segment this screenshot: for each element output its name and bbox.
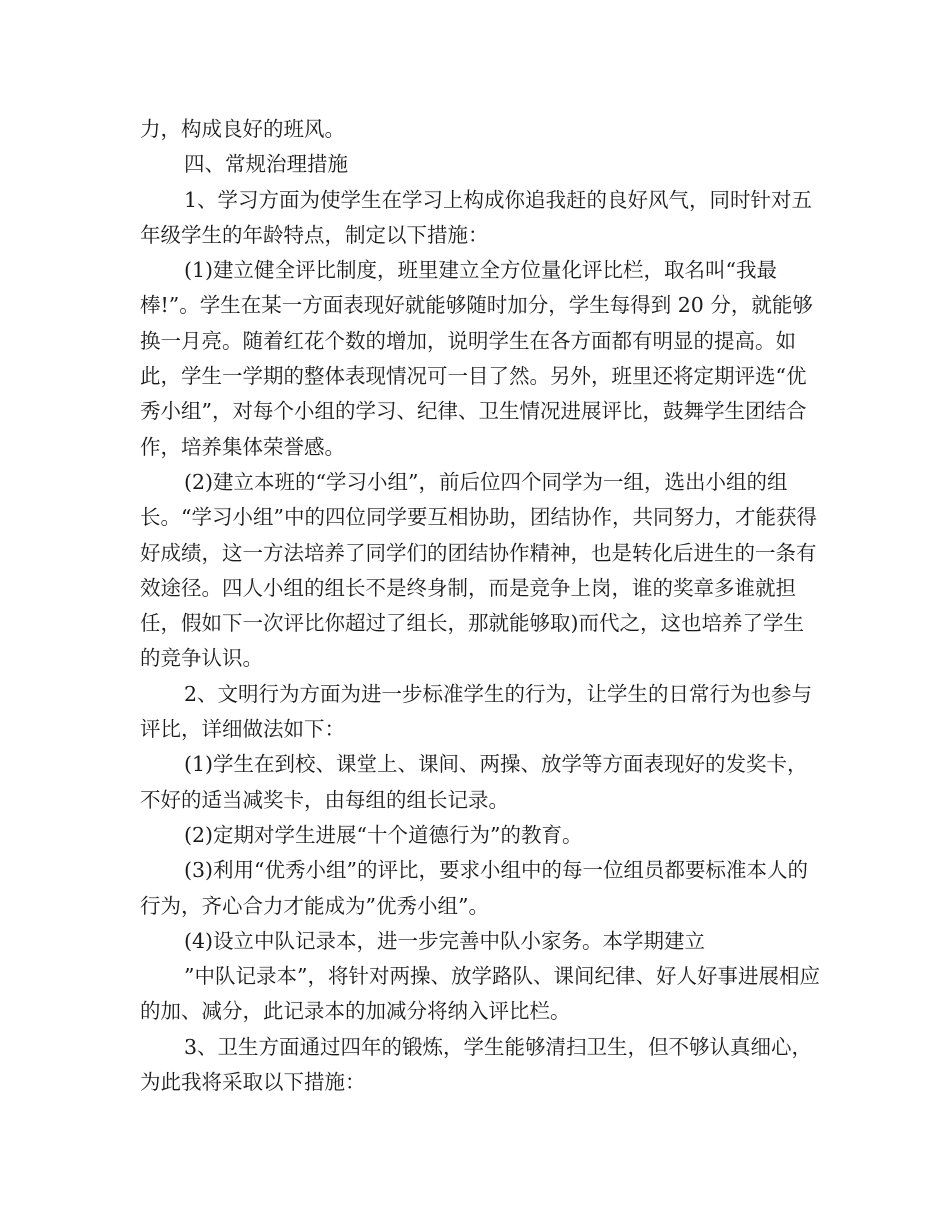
paragraph: (1)建立健全评比制度，班里建立全方位量化评比栏，取名叫“我最棒!”。学生在某一方面表现好就能够随时加分，学生每得到 20 分，就能够换一月亮。随着红花个数的增加，说明学生在各方面都有明显的提高。如此，学生一学期的整体表现情况可一目了然。另外，班里还将定期评选“优秀小组”，对每个小组的学习、纪律、卫生情况进展评比，鼓舞学生团结合作，培养集体荣誉感。 <box>140 258 813 459</box>
paragraph: 2、文明行为方面为进一步标准学生的行为，让学生的日常行为也参与评比，详细做法如下： <box>140 681 813 742</box>
paragraph-continuation: 力，构成良好的班风。 <box>140 117 345 141</box>
document-body <box>140 112 820 1100</box>
paragraph: (2)定期对学生进展“十个道德行为”的教育。 <box>184 822 583 847</box>
paragraph: (2)建立本班的“学习小组”，前后位四个同学为一组，选出小组的组长。“学习小组”中的四位同学要互相协助，团结协作，共同努力，才能获得好成绩，这一方法培养了同学们的团结协作精神，也是转化后进生的一条有效途径。四人小组的组长不是终身制，而是竞争上岗，谁的奖章多谁就担任，假如下一次评比你超过了组长，那就能够取)而代之，这也培养了学生的竞争认识。 <box>140 469 817 671</box>
paragraph: 3、卫生方面通过四年的锻炼，学生能够清扫卫生，但不够认真细心，为此我将采取以下措施： <box>140 1034 813 1095</box>
paragraph: (4)设立中队记录本，进一步完善中队小家务。本学期建立 <box>184 928 706 953</box>
paragraph: (3)利用“优秀小组”的评比，要求小组中的每一位组员都要标准本人的行为，齐心合力才能成为”优秀小组”。 <box>140 858 808 918</box>
paragraph: (1)学生在到校、课堂上、课间、两操、放学等方面表现好的发奖卡，不好的适当减奖卡，由每组的组长记录。 <box>140 752 808 812</box>
section-heading: 四、常规治理措施 <box>184 152 348 177</box>
paragraph: 1、学习方面为使学生在学习上构成你追我赶的良好风气，同时针对五年级学生的年龄特点，制定以下措施： <box>140 187 813 247</box>
paragraph: ”中队记录本”，将针对两操、放学路队、课间纪律、好人好事进展相应的加、减分，此记录本的加减分将纳入评比栏。 <box>140 964 820 1024</box>
